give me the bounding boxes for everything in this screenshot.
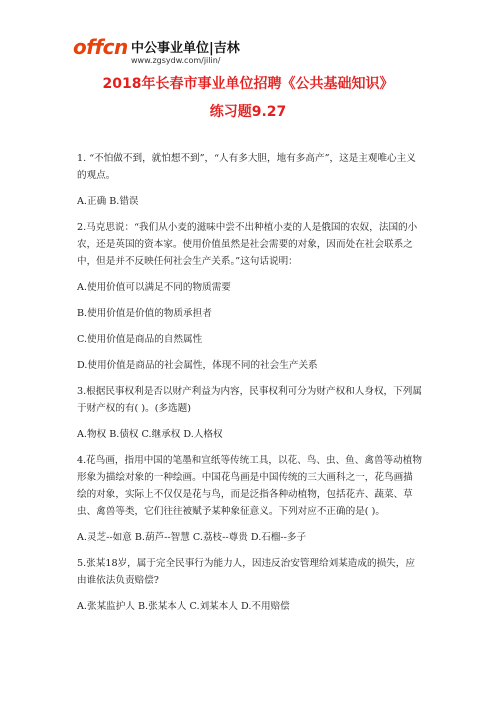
question-2-stem: 2.马克思说：“我们从小麦的滋味中尝不出种植小麦的人是俄国的农奴，法国的小农，还是英国的资本家。使用价值虽然是社会需要的对象，因而处在社会联系之中，但是并不反映任何社会生产关系。”这句话说明： — [77, 222, 418, 267]
question-5-options: A.张某监护人 B.张某本人 C.刘某本人 D.不用赔偿 — [77, 601, 290, 612]
question-1-options: A.正确 B.错误 — [77, 196, 139, 207]
question-3-options: A.物权 B.债权 C.继承权 D.人格权 — [77, 429, 223, 440]
question-2-option-d: D.使用价值是商品的社会属性，体现不同的社会生产关系 — [77, 360, 318, 371]
question-list — [77, 150, 422, 624]
question-2-option-b: B.使用价值是价值的物质承担者 — [77, 308, 212, 319]
document-subtitle: 练习题9.27 — [209, 104, 287, 120]
question-4-stem: 4.花鸟画，指用中国的笔墨和宣纸等传统工具，以花、鸟、虫、鱼、禽兽等动植物形象为描绘对象的一种绘画。中国花鸟画是中国传统的三大画科之一，花鸟画描绘的对象，实际上不仅仅是花与鸟，而是泛指各种动植物，包括花卉、蔬菜、草虫、禽兽等类，它们往往被赋予某种象征意义。下列对应不正确的是( )。 — [77, 455, 422, 517]
logo-mark: offcn — [73, 35, 128, 59]
question-1-stem: 1. “不怕做不到，就怕想不到”，“人有多大胆，地有多高产”，这是主观唯心主义的观点。 — [77, 153, 416, 181]
question-4-options: A.灵芝--如意 B.葫芦--智慧 C.荔枝--尊贵 D.石榴--多子 — [77, 532, 307, 543]
question-5-stem: 5.张某18岁，属于完全民事行为能力人，因违反治安管理给刘某造成的损失，应由谁依法负责赔偿? — [77, 558, 415, 586]
document-title: 2018年长春市事业单位招聘《公共基础知识》 — [102, 76, 394, 92]
question-2-option-c: C.使用价值是商品的自然属性 — [77, 334, 203, 345]
offcn-logo — [73, 27, 413, 67]
question-3-stem: 3.根据民事权利是否以财产利益为内容，民事权利可分为财产权和人身权，下列属于财产权的有( )。(多选题) — [77, 386, 422, 414]
question-2-option-a: A.使用价值可以满足不同的物质需要 — [77, 282, 231, 293]
logo-url: www.zgsydw.com/jilin/ — [131, 56, 221, 65]
logo-title: 中公事业单位|吉林 — [131, 41, 240, 56]
